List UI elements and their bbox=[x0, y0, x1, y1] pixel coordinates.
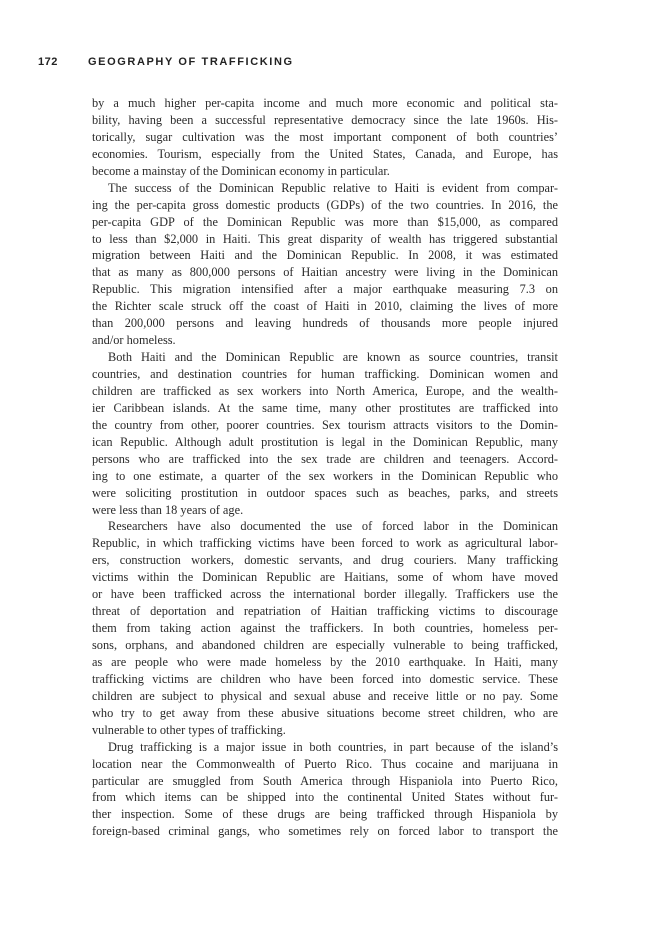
text-line: that as many as 800,000 persons of Haitian ancestry were living in the Dominican bbox=[92, 265, 558, 280]
text-line: torically, sugar cultivation was the most important component of both countries’ bbox=[92, 129, 558, 144]
text-line: particular are smuggled from South America through Hispaniola into Puerto Rico, bbox=[92, 773, 558, 788]
paragraph bbox=[92, 739, 558, 841]
text-line: by a much higher per-capita income and much more economic and political sta- bbox=[92, 96, 558, 110]
text-line: Researchers have also documented the use of forced labor in the Dominican bbox=[108, 519, 558, 534]
running-title: GEOGRAPHY OF TRAFFICKING bbox=[88, 56, 294, 68]
text-line: children are subject to physical and sexual abuse and receive little or no pay. Some bbox=[92, 688, 558, 703]
paragraph bbox=[92, 349, 558, 518]
text-line: ing the per-capita gross domestic products (GDPs) of the two countries. In 2016, the bbox=[92, 197, 558, 212]
text-line: Drug trafficking is a major issue in both countries, in part because of the island’s bbox=[108, 739, 558, 754]
text-line: victims within the Dominican Republic are Haitians, some of whom have moved bbox=[92, 570, 558, 585]
text-line: migration between Haiti and the Dominican Republic. In 2008, it was estimated bbox=[92, 248, 558, 263]
text-line: countries, and destination countries for human trafficking. Dominican women and bbox=[92, 367, 558, 381]
text-line: become a mainstay of the Dominican economy in particular. bbox=[92, 163, 390, 178]
text-line: ier Caribbean islands. At the same time, many other prostitutes are trafficked into bbox=[92, 400, 558, 415]
text-line: than 200,000 persons and leaving hundreds of thousands more people injured bbox=[92, 316, 558, 331]
text-line: ing to one estimate, a quarter of the sex workers in the Dominican Republic who bbox=[92, 468, 558, 483]
text-line: location near the Commonwealth of Puerto Rico. Thus cocaine and marijuana in bbox=[92, 756, 558, 771]
text-line: persons who are trafficked into the sex trade are children and teenagers. Accord- bbox=[92, 451, 558, 466]
text-line: ican Republic. Although adult prostitution is legal in the Dominican Republic, many bbox=[92, 434, 558, 449]
page-number: 172 bbox=[38, 56, 58, 68]
text-line: were soliciting prostitution in outdoor spaces such as beaches, parks, and streets bbox=[92, 485, 558, 500]
text-line: threat of deportation and repatriation of Haitian trafficking victims to discourage bbox=[92, 604, 558, 619]
text-line: sons, orphans, and abandoned children are especially vulnerable to being trafficked, bbox=[92, 638, 558, 652]
text-line: who try to get away from these abusive situations become street children, who are bbox=[92, 705, 558, 720]
text-line: as are people who were made homeless by the 2010 earthquake. In Haiti, many bbox=[92, 654, 558, 669]
text-line: the Richter scale struck off the coast of Haiti in 2010, claiming the lives of more bbox=[92, 299, 558, 314]
paragraph bbox=[92, 95, 558, 180]
paragraph bbox=[92, 518, 558, 738]
body-text bbox=[92, 95, 558, 840]
text-line: were less than 18 years of age. bbox=[92, 502, 244, 517]
text-line: from which items can be shipped into the continental United States without fur- bbox=[92, 790, 558, 805]
text-line: and/or homeless. bbox=[92, 333, 176, 348]
text-line: bility, having been a successful representative democracy since the late 1960s. His- bbox=[92, 112, 558, 127]
text-line: per-capita GDP of the Dominican Republic was more than $15,000, as compared bbox=[92, 214, 558, 229]
text-line: ers, construction workers, domestic servants, and drug couriers. Many trafficking bbox=[92, 553, 558, 568]
text-line: foreign-based criminal gangs, who sometimes rely on forced labor to transport the bbox=[92, 824, 558, 839]
text-line: vulnerable to other types of trafficking. bbox=[92, 722, 286, 737]
text-line: them from taking action against the traffickers. In both countries, homeless per- bbox=[92, 621, 558, 636]
text-line: Republic, in which trafficking victims have been forced to work as agricultural labor- bbox=[92, 536, 558, 551]
text-line: ther inspection. Some of these drugs are being trafficked through Hispaniola by bbox=[92, 807, 558, 822]
paragraph bbox=[92, 180, 558, 349]
text-line: the country from other, poorer countries. Sex tourism attracts visitors to the Domin- bbox=[92, 417, 558, 432]
text-line: Both Haiti and the Dominican Republic are known as source countries, transit bbox=[108, 350, 558, 365]
running-header bbox=[38, 56, 294, 68]
text-line: The success of the Dominican Republic relative to Haiti is evident from compar- bbox=[108, 180, 558, 195]
text-line: to less than $2,000 in Haiti. This great disparity of wealth has triggered substantial bbox=[92, 231, 558, 246]
text-line: children are trafficked as sex workers into North America, Europe, and the wealth- bbox=[92, 383, 558, 398]
text-line: Republic. This migration intensified after a major earthquake measuring 7.3 on bbox=[92, 282, 558, 297]
text-line: or have been trafficked across the international border illegally. Traffickers use the bbox=[92, 587, 558, 602]
text-line: economies. Tourism, especially from the United States, Canada, and Europe, has bbox=[92, 146, 558, 161]
text-line: trafficking victims are children who have been forced into domestic service. These bbox=[92, 671, 558, 686]
